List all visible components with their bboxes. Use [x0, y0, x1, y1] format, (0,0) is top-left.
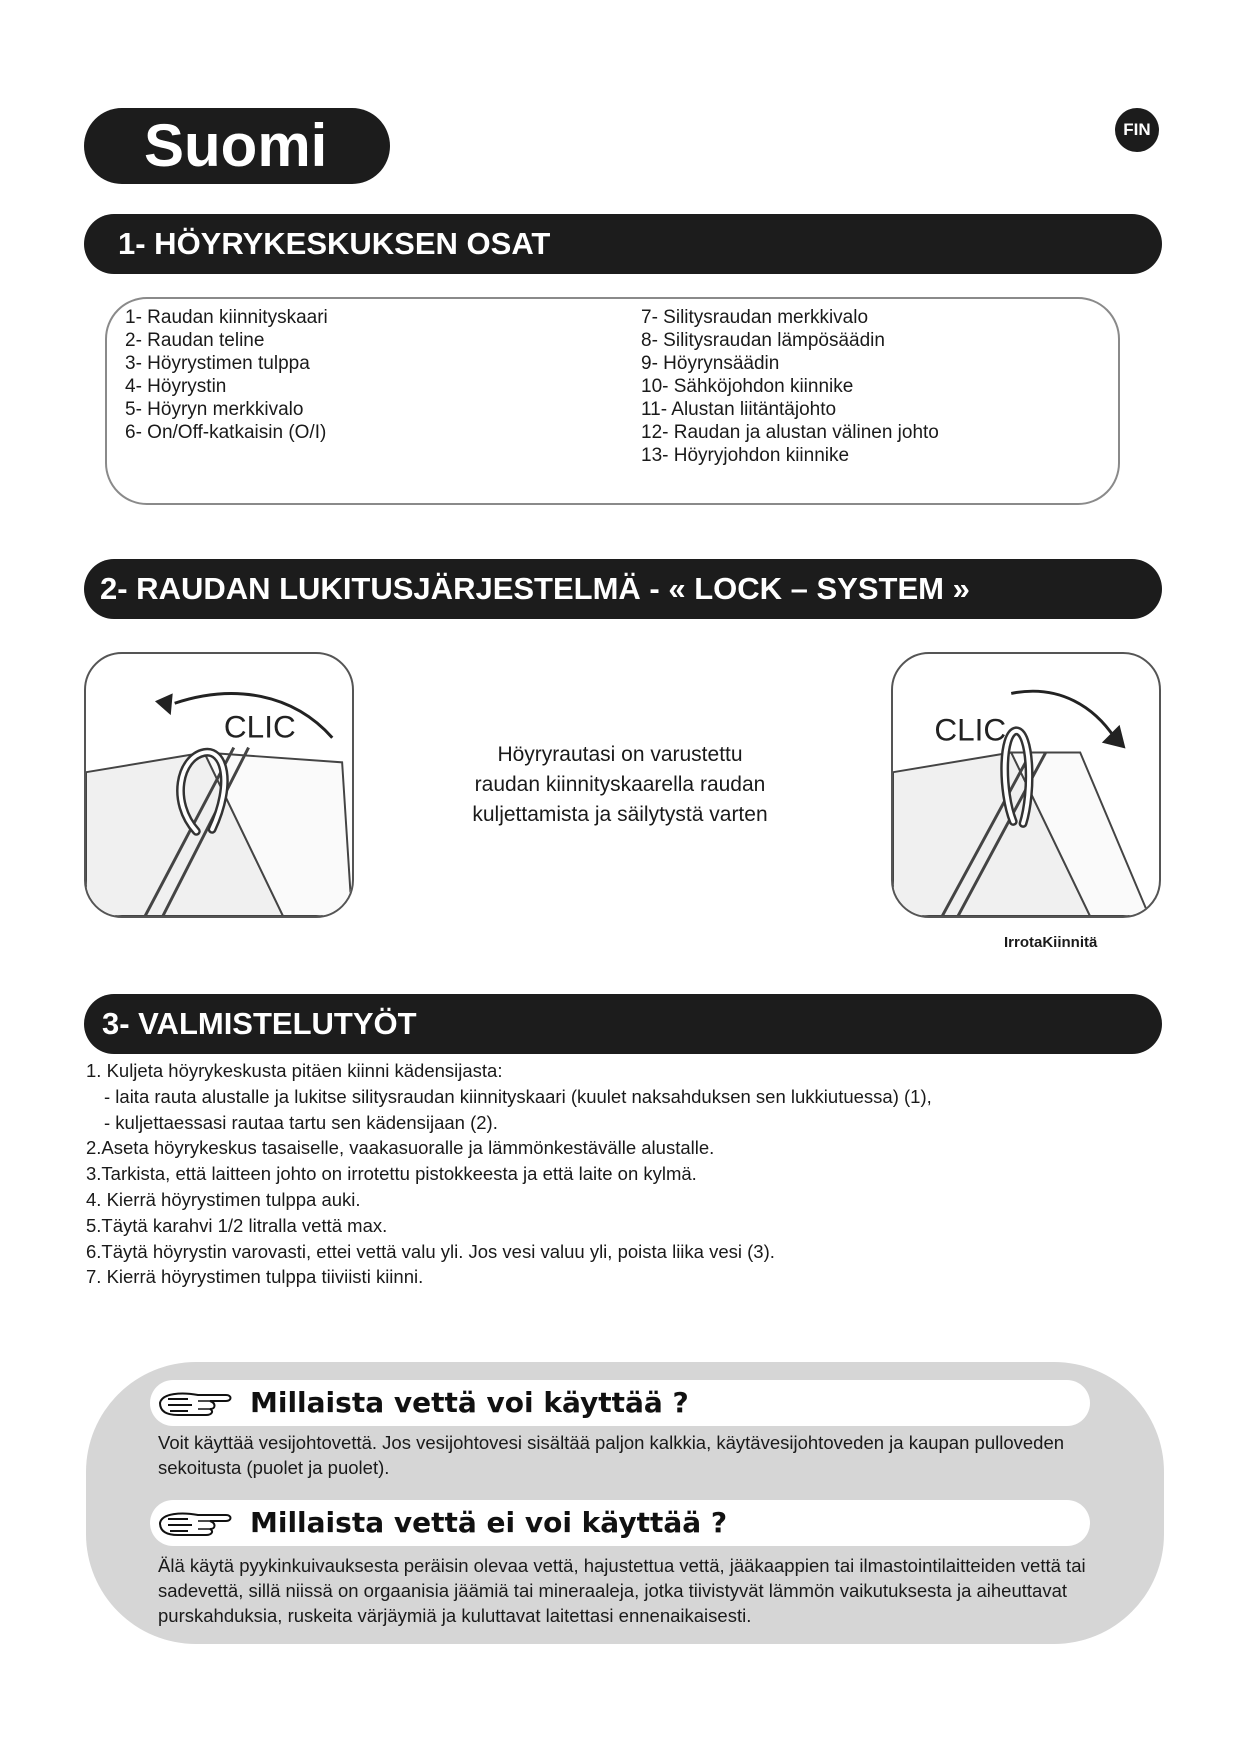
parts-list-right [641, 306, 939, 467]
list-item: 2.Aseta höyrykeskus tasaiselle, vaakasuoralle ja lämmönkestävälle alustalle. [86, 1137, 715, 1159]
unlock-illustration [891, 652, 1161, 918]
list-item: 1- Raudan kiinnityskaari [125, 307, 328, 328]
preparation-steps [86, 1058, 1166, 1290]
list-item: - laita rauta alustalle ja lukitse silitysraudan kiinnityskaari (kuulet naksahduksen sen lukkiutuessa) (1), [104, 1085, 932, 1107]
language-title: Suomi [84, 108, 390, 184]
answer-text: Älä käytä pyykinkuivauksesta peräisin olevaa vettä, hajustettua vettä, jääkaappien tai ilmastointilaitteiden vettä tai sadevettä, sillä niissä on orgaanisia jäämiä tai mineraaleja, jotka tiivistyvät lämmön vaikutuksesta ja aiheuttavat purskahduksia, ruskeita värjäymiä ja kuluttavat laitettasi ennenaikaisesti. [158, 1555, 1086, 1626]
list-item: 5.Täytä karahvi 1/2 litralla vettä max. [86, 1214, 388, 1236]
iron-lock-drawing [86, 654, 352, 916]
section-3-header: 3- VALMISTELUTYÖT [84, 994, 1162, 1054]
list-item: 13- Höyryjohdon kiinnike [641, 445, 850, 466]
list-item: 3- Höyrystimen tulppa [125, 353, 310, 374]
lock-description: Höyryrautasi on varustettu raudan kiinnityskaarella raudan kuljettamista ja säilytystä varten [472, 743, 768, 826]
arrow-left-icon [155, 693, 173, 715]
list-item: 7. Kierrä höyrystimen tulppa tiiviisti kiinni. [86, 1266, 424, 1288]
question-title: Millaista vettä ei voi käyttää ? [250, 1506, 728, 1539]
water-question-1 [150, 1380, 1090, 1426]
list-item: - kuljettaessasi rautaa tartu sen kädensijaan (2). [104, 1111, 498, 1133]
clic-label: CLIC [934, 711, 1007, 748]
list-item: 4- Höyrystin [125, 376, 227, 397]
list-item: 2- Raudan teline [125, 330, 265, 351]
illustration-caption: IrrotaKiinnitä [1004, 934, 1098, 951]
pointing-hand-icon [158, 1389, 236, 1417]
list-item: 8- Silitysraudan lämpösäädin [641, 330, 885, 351]
lock-illustration [84, 652, 354, 918]
list-item: 7- Silitysraudan merkkivalo [641, 307, 869, 328]
list-item: 1. Kuljeta höyrykeskusta pitäen kiinni kädensijasta: [86, 1060, 503, 1081]
list-item: 3.Tarkista, että laitteen johto on irrotettu pistokkeesta ja että laite on kylmä. [86, 1163, 697, 1185]
water-question-2 [150, 1500, 1090, 1546]
iron-unlock-drawing [893, 654, 1159, 916]
list-item: 12- Raudan ja alustan välinen johto [641, 422, 939, 443]
arrow-right-icon [1102, 725, 1126, 749]
section-2-header: 2- RAUDAN LUKITUSJÄRJESTELMÄ - « LOCK – SYSTEM » [84, 559, 1162, 619]
list-item: 6- On/Off-katkaisin (O/I) [125, 422, 327, 443]
clic-label: CLIC [223, 708, 296, 745]
pointing-hand-icon [158, 1509, 236, 1537]
section-1-header: 1- HÖYRYKESKUKSEN OSAT [84, 214, 1162, 274]
question-title: Millaista vettä voi käyttää ? [250, 1386, 689, 1419]
list-item: 5- Höyryn merkkivalo [125, 399, 304, 420]
parts-list-left [125, 306, 328, 444]
list-item: 10- Sähköjohdon kiinnike [641, 376, 854, 397]
list-item: 9- Höyrynsäädin [641, 353, 780, 374]
list-item: 6.Täytä höyrystin varovasti, ettei vettä valu yli. Jos vesi valuu yli, poista liika vesi (3). [86, 1240, 775, 1262]
list-item: 4. Kierrä höyrystimen tulppa auki. [86, 1188, 361, 1210]
language-badge: FIN [1115, 108, 1159, 152]
list-item: 11- Alustan liitäntäjohto [641, 399, 837, 420]
answer-text: Voit käyttää vesijohtovettä. Jos vesijohtovesi sisältää paljon kalkkia, käytävesijohtoveden ja kaupan pulloveden sekoitusta (puolet ja puolet). [158, 1432, 1065, 1478]
